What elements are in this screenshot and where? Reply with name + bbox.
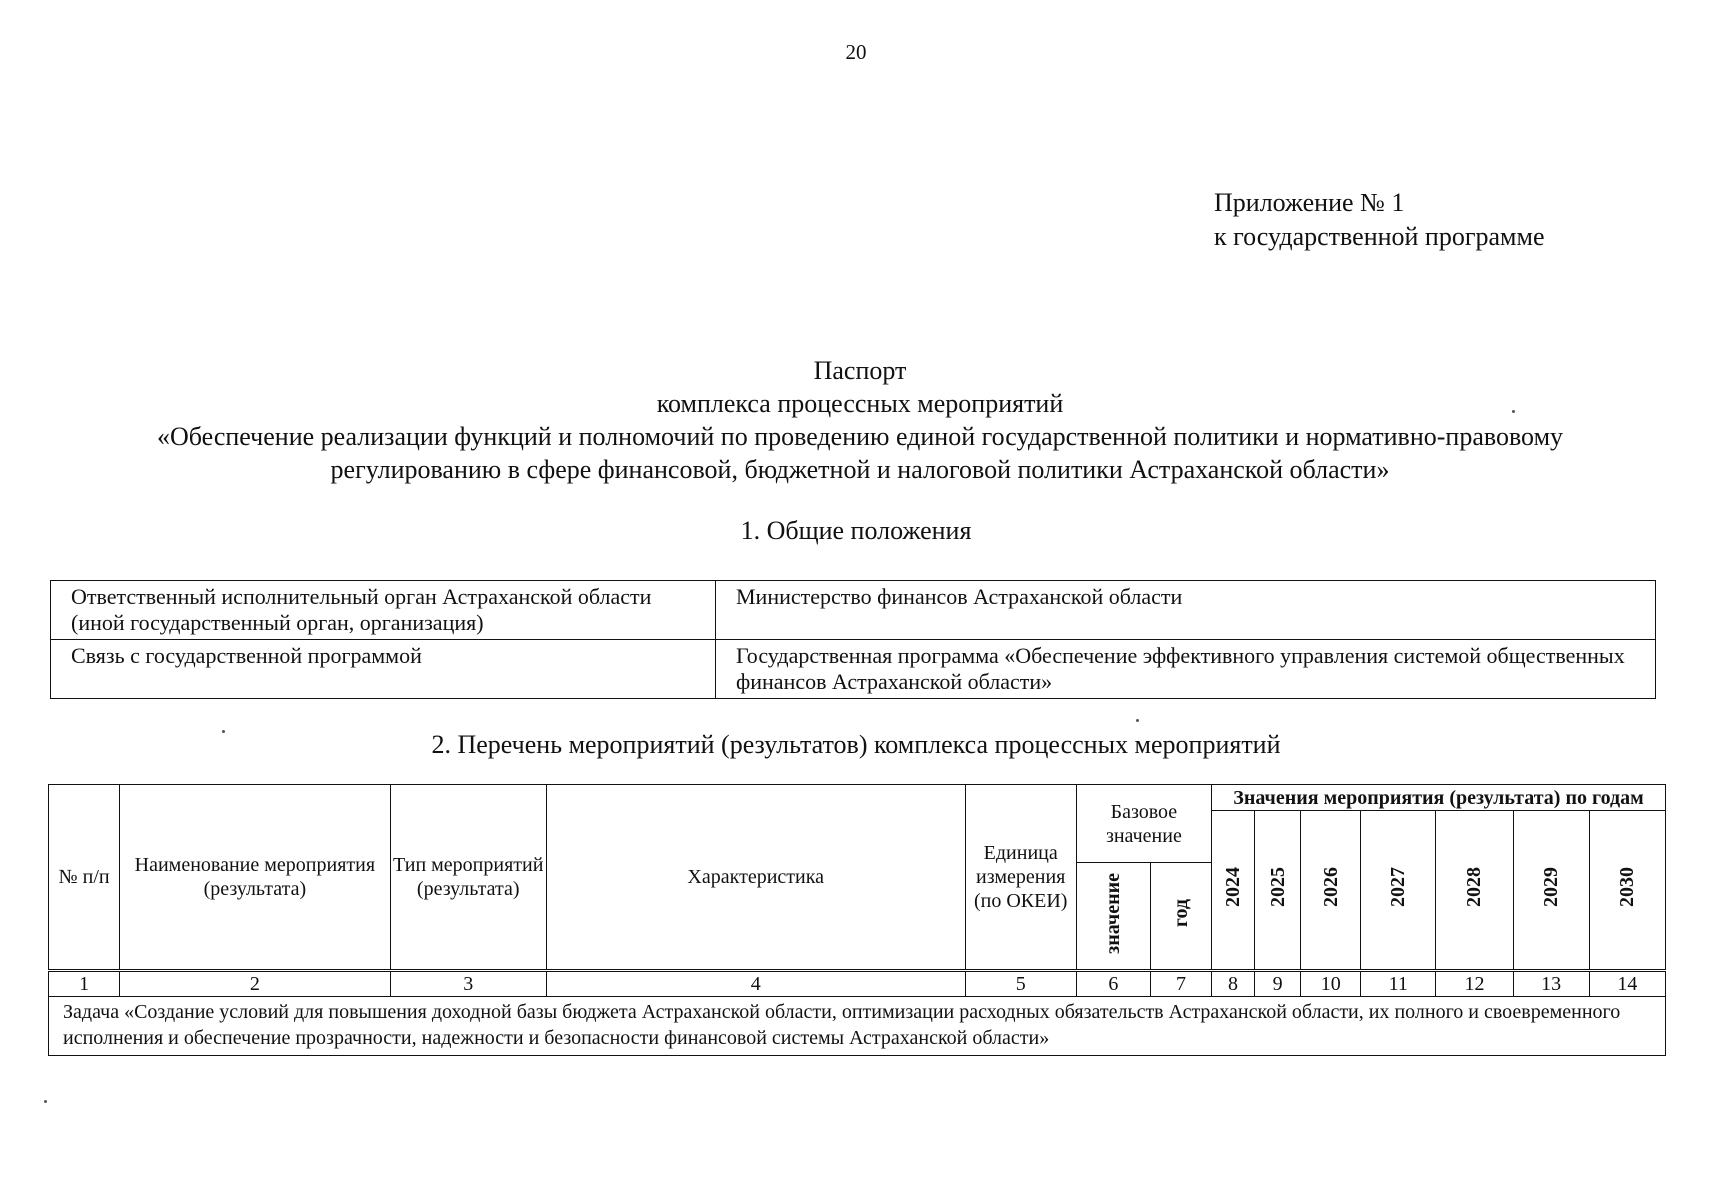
year-label: 2027 — [1387, 867, 1410, 907]
column-number: 2 — [120, 971, 390, 997]
column-number: 1 — [49, 971, 120, 997]
scan-speck — [1512, 410, 1515, 413]
column-number: 3 — [390, 971, 546, 997]
year-header — [1255, 811, 1301, 971]
year-header — [1212, 811, 1255, 971]
scan-speck — [44, 1100, 47, 1103]
title-line-4: регулированию в сфере финансовой, бюджетной и налоговой политики Астраханской области» — [330, 455, 1390, 484]
title-line-2: комплекса процессных мероприятий — [656, 389, 1064, 418]
year-label: 2024 — [1222, 867, 1245, 907]
col-unit-header: Единица измерения (по ОКЕИ) — [965, 785, 1076, 971]
scan-speck — [222, 730, 225, 733]
appendix-note — [1214, 186, 1545, 254]
year-label: 2025 — [1266, 867, 1289, 907]
column-number: 7 — [1150, 971, 1211, 997]
scan-speck — [1136, 719, 1139, 722]
page-number: 20 — [845, 40, 867, 64]
base-value-label: значение — [1102, 872, 1125, 954]
table-row — [51, 581, 1656, 640]
column-number-row — [49, 971, 1666, 997]
base-year-header — [1150, 863, 1211, 971]
column-number: 13 — [1513, 971, 1589, 997]
year-header — [1301, 811, 1361, 971]
title-line-1: Паспорт — [813, 356, 907, 385]
year-header — [1589, 811, 1665, 971]
year-header — [1436, 811, 1513, 971]
year-label: 2030 — [1616, 867, 1639, 907]
col-type-header: Тип мероприятий (результата) — [390, 785, 546, 971]
col-years-header: Значения мероприятия (результата) по годам — [1212, 785, 1666, 811]
column-number: 8 — [1212, 971, 1255, 997]
col-name-header: Наименование мероприятия (результата) — [120, 785, 390, 971]
row-value: Министерство финансов Астраханской области — [716, 581, 1656, 640]
year-label: 2028 — [1463, 867, 1486, 907]
appendix-line-2: к государственной программе — [1214, 222, 1545, 251]
task-row — [49, 997, 1666, 1056]
column-number: 12 — [1436, 971, 1513, 997]
col-base-header: Базовое значение — [1076, 785, 1211, 863]
column-number: 9 — [1255, 971, 1301, 997]
year-header — [1361, 811, 1436, 971]
row-label: Ответственный исполнительный орган Астраханской области (иной государственный орган, организация) — [51, 581, 716, 640]
column-number: 11 — [1361, 971, 1436, 997]
activities-table — [48, 784, 1666, 1056]
column-number: 4 — [546, 971, 965, 997]
general-provisions-table — [50, 580, 1656, 699]
col-num-header: № п/п — [49, 785, 120, 971]
section-2-title: 2. Перечень мероприятий (результатов) комплекса процессных мероприятий — [431, 730, 1281, 759]
year-label: 2029 — [1540, 867, 1563, 907]
column-number: 5 — [965, 971, 1076, 997]
title-line-3: «Обеспечение реализации функций и полномочий по проведению единой государственной политики и нормативно-правовому — [156, 422, 1564, 451]
row-value: Государственная программа «Обеспечение эффективного управления системой общественных финансов Астраханской области» — [716, 640, 1656, 699]
task-text: Задача «Создание условий для повышения доходной базы бюджета Астраханской области, оптимизации расходных обязательств Астраханской области, их полного и своевременного исполнения и обеспечение прозрачности, надежности и безопасности финансовой системы Астраханской области» — [49, 997, 1666, 1056]
document-title — [60, 354, 1660, 486]
column-number: 6 — [1076, 971, 1150, 997]
header-row — [49, 785, 1666, 811]
table-row — [51, 640, 1656, 699]
appendix-line-1: Приложение № 1 — [1214, 188, 1405, 217]
col-characteristic-header: Характеристика — [546, 785, 965, 971]
row-label: Связь с государственной программой — [51, 640, 716, 699]
column-number: 14 — [1589, 971, 1665, 997]
year-label: 2026 — [1319, 867, 1342, 907]
year-header — [1513, 811, 1589, 971]
section-1-title: 1. Общие положения — [740, 516, 972, 545]
base-year-label: год — [1169, 898, 1192, 928]
column-number: 10 — [1301, 971, 1361, 997]
base-value-header — [1076, 863, 1150, 971]
